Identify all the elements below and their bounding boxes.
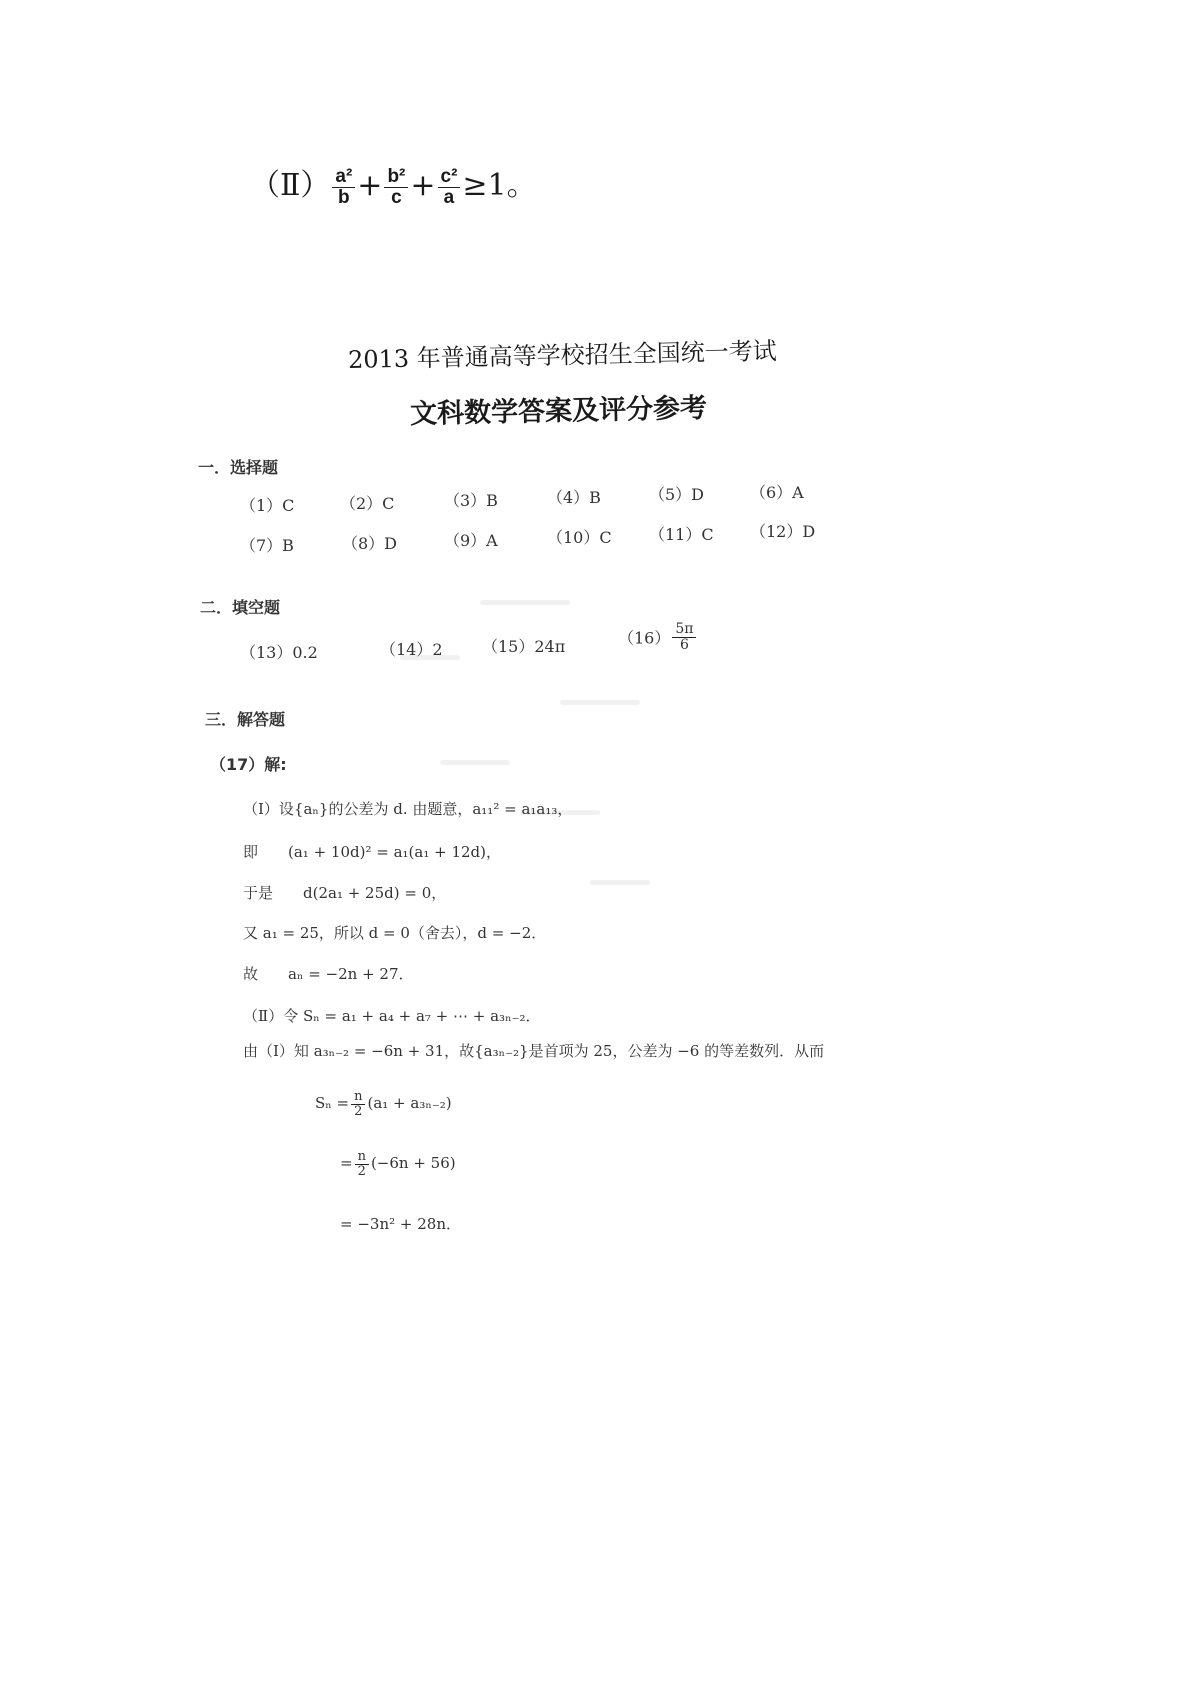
fraction-5pi-over-6: $\frac{5\pi}{6}$	[672, 622, 696, 652]
fraction-n-over-2: $\frac{n}{2}$	[355, 1150, 369, 1178]
answer-item: （11）C	[649, 525, 714, 544]
solution-line: 即 (a₁ + 10d)² = a₁(a₁ + 12d)，	[243, 843, 501, 861]
fraction-b2-over-c: $\frac{\text{b²}}{c}$	[384, 167, 408, 208]
section-heading-fill: 二．填空题	[200, 598, 281, 617]
inequality-part-2	[250, 160, 537, 207]
answer-item: （1）C	[240, 496, 295, 515]
answer-item: （9）A	[444, 531, 498, 550]
watermark-smudge	[440, 760, 510, 765]
watermark-smudge	[480, 600, 570, 605]
solution-line: 于是 d(2a₁ + 25d) = 0，	[243, 884, 447, 902]
answer-item: （4）B	[547, 488, 601, 507]
answer-item: （2）C	[340, 494, 395, 513]
sum-line-1: Sₙ = $\frac{n}{2}$ (a₁ + a₃ₙ₋₂)	[315, 1089, 452, 1119]
answer-item-16: （16） $\frac{5\pi}{6}$	[618, 622, 698, 652]
watermark-smudge	[590, 880, 650, 885]
watermark-smudge	[560, 700, 640, 705]
answer-item: （3）B	[444, 491, 498, 510]
solution-line: 由（Ⅰ）知 a₃ₙ₋₂ = −6n + 31，故{a₃ₙ₋₂}是首项为 25，公差为 −6 的等差数列．从而	[243, 1042, 825, 1060]
page-title: 2013 年普通高等学校招生全国统一考试	[347, 337, 777, 374]
section-heading-choice: 一．选择题	[198, 458, 279, 477]
answer-item: （6）A	[750, 483, 804, 502]
solution-line: （Ⅰ）设{aₙ}的公差为 d. 由题意，a₁₁² = a₁a₁₃，	[243, 800, 573, 818]
inequality-tail: ≥1。	[462, 168, 537, 203]
fraction-c2-over-a: $\frac{\text{c²}}{a}$	[438, 167, 461, 208]
plus-sign: +	[410, 168, 436, 203]
answer-item: （14）2	[380, 640, 443, 659]
page-subtitle: 文科数学答案及评分参考	[409, 392, 708, 430]
answer-item: （7）B	[240, 536, 294, 555]
solution-line: 又 a₁ = 25，所以 d = 0（舍去），d = −2．	[243, 924, 547, 942]
sum-line-2: = $\frac{n}{2}$ (−6n + 56)	[340, 1149, 456, 1179]
answer-item: （13）0.2	[240, 643, 318, 662]
answer-item: （5）D	[649, 485, 705, 504]
answer-item: （8）D	[342, 534, 398, 553]
answer-item: （10）C	[547, 528, 612, 547]
sum-line-3: = −3n² + 28n．	[340, 1215, 461, 1233]
question-17-label: （17）解:	[210, 755, 287, 774]
fraction-a2-over-b: $\frac{\text{a²}}{b}$	[332, 167, 355, 208]
part-label: （Ⅱ）	[250, 168, 331, 203]
solution-line: （Ⅱ）令 Sₙ = a₁ + a₄ + a₇ + ⋯ + a₃ₙ₋₂．	[243, 1007, 541, 1025]
answer-item: （15）24π	[482, 637, 566, 656]
answer-item: （12）D	[750, 522, 816, 541]
fraction-n-over-2: $\frac{n}{2}$	[351, 1090, 365, 1118]
solution-line: 故 aₙ = −2n + 27．	[243, 965, 414, 983]
section-heading-solution: 三．解答题	[205, 710, 286, 729]
plus-sign: +	[357, 168, 383, 203]
